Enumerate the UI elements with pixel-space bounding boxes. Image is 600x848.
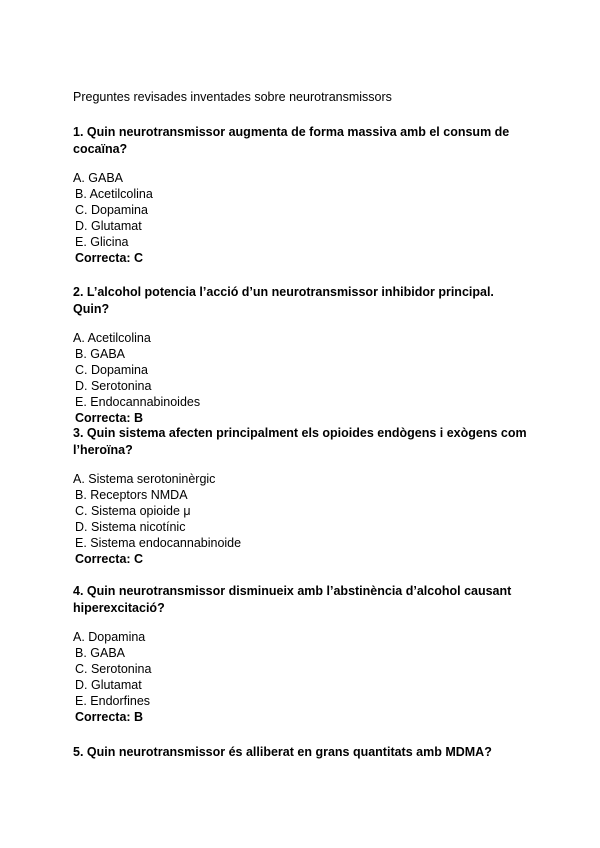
question-3-option-d: D. Sistema nicotínic	[75, 520, 186, 534]
question-4	[73, 583, 533, 725]
question-4-option-e: E. Endorfines	[75, 694, 151, 708]
question-3-option-e: E. Sistema endocannabinoide	[75, 536, 242, 550]
question-5-text: 5. Quin neurotransmissor és alliberat en grans quantitats amb MDMA?	[73, 745, 492, 759]
question-4-answer: Correcta: B	[75, 710, 144, 724]
question-2	[73, 284, 533, 426]
question-4-option-d: D. Glutamat	[75, 678, 142, 692]
question-3-options	[73, 471, 533, 567]
question-1-option-a: A. GABA	[73, 171, 124, 185]
question-3-option-c: C. Sistema opioide μ	[75, 504, 191, 518]
question-2-options	[73, 330, 533, 426]
question-3-option-a: A. Sistema serotoninèrgic	[73, 472, 216, 486]
question-1-option-c: C. Dopamina	[75, 203, 148, 217]
question-1-answer: Correcta: C	[75, 251, 144, 265]
question-4-option-b: B. GABA	[75, 646, 126, 660]
question-1-option-e: E. Glicina	[75, 235, 129, 249]
question-2-text: 2. L’alcohol potencia l’acció d’un neurotransmissor inhibidor principal. Quin?	[73, 285, 494, 316]
question-2-option-e: E. Endocannabinoides	[75, 395, 201, 409]
question-2-option-d: D. Serotonina	[75, 379, 152, 393]
question-2-option-a: A. Acetilcolina	[73, 331, 151, 345]
document-title: Preguntes revisades inventades sobre neurotransmissors	[73, 90, 392, 104]
question-3-option-b: B. Receptors NMDA	[75, 488, 188, 502]
question-5	[73, 744, 533, 761]
question-3-text: 3. Quin sistema afecten principalment els opioides endògens i exògens com l’heroïna?	[73, 426, 527, 457]
question-4-options	[73, 629, 533, 725]
question-1	[73, 124, 533, 266]
question-1-text: 1. Quin neurotransmissor augmenta de forma massiva amb el consum de cocaïna?	[73, 125, 510, 156]
question-2-answer: Correcta: B	[75, 411, 144, 425]
question-2-option-c: C. Dopamina	[75, 363, 148, 377]
question-3	[73, 425, 533, 567]
question-4-option-a: A. Dopamina	[73, 630, 146, 644]
question-4-text: 4. Quin neurotransmissor disminueix amb l’abstinència d’alcohol causant hiperexcitació?	[73, 584, 512, 615]
question-4-option-c: C. Serotonina	[75, 662, 152, 676]
question-1-options	[73, 170, 533, 266]
question-3-answer: Correcta: C	[75, 552, 144, 566]
question-1-option-b: B. Acetilcolina	[75, 187, 153, 201]
question-1-option-d: D. Glutamat	[75, 219, 142, 233]
question-2-option-b: B. GABA	[75, 347, 126, 361]
